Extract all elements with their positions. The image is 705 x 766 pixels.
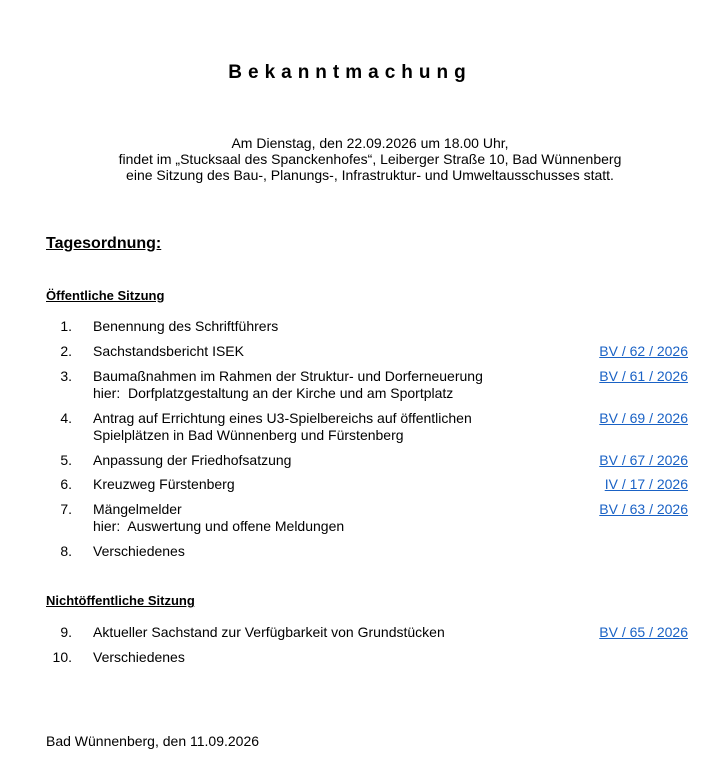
agenda-item-number: 4. [60, 410, 72, 426]
agenda-item-subtitle: hier: Auswertung und offene Meldungen [93, 518, 345, 534]
agenda-heading: Tagesordnung: [46, 235, 162, 252]
agenda-item-title: Mängelmelder [93, 501, 182, 517]
agenda-item-number: 8. [60, 543, 72, 559]
agenda-item-text [93, 343, 573, 360]
meeting-announcement [0, 135, 705, 183]
agenda-item-subtitle: Spielplätzen in Bad Wünnenberg und Fürstenberg [93, 427, 404, 443]
agenda-item-text [93, 410, 573, 444]
agenda-item-title: Verschiedenes [93, 649, 185, 665]
agenda-item-reference-link[interactable]: BV / 62 / 2026 [599, 343, 688, 359]
private-section-heading: Nichtöffentliche Sitzung [46, 593, 195, 608]
agenda-item-title: Sachstandsbericht ISEK [93, 343, 244, 359]
agenda-item-text [93, 368, 573, 402]
agenda-item-text [93, 501, 573, 535]
agenda-item-title: Antrag auf Errichtung eines U3-Spielbereichs auf öffentlichen [93, 410, 472, 426]
page-title: Bekanntmachung [228, 62, 472, 83]
agenda-item-text [93, 543, 573, 560]
agenda-item-number: 1. [60, 318, 72, 334]
agenda-item-title: Benennung des Schriftführers [93, 318, 279, 334]
announcement-line: findet im „Stucksaal des Spanckenhofes“, Leiberger Straße 10, Bad Wünnenberg [118, 151, 622, 167]
agenda-item-number: 6. [60, 476, 72, 492]
agenda-item-reference-link[interactable]: BV / 63 / 2026 [599, 501, 688, 517]
agenda-item-text [93, 452, 573, 469]
agenda-item-reference-link[interactable]: BV / 69 / 2026 [599, 410, 688, 426]
agenda-item-reference-link[interactable]: BV / 67 / 2026 [599, 452, 688, 468]
agenda-item-subtitle: hier: Dorfplatzgestaltung an der Kirche und am Sportplatz [93, 385, 454, 401]
agenda-item-number: 10. [52, 649, 72, 665]
agenda-item-reference-link[interactable]: IV / 17 / 2026 [604, 476, 688, 492]
agenda-item-text [93, 318, 573, 335]
announcement-line: Am Dienstag, den 22.09.2026 um 18.00 Uhr, [231, 135, 509, 151]
agenda-item-title: Aktueller Sachstand zur Verfügbarkeit von Grundstücken [93, 624, 445, 640]
agenda-item-title: Verschiedenes [93, 543, 185, 559]
agenda-item-text [93, 624, 573, 641]
public-section-heading: Öffentliche Sitzung [46, 288, 165, 303]
agenda-item-reference-link[interactable]: BV / 65 / 2026 [599, 624, 688, 640]
agenda-item-title: Baumaßnahmen im Rahmen der Struktur- und Dorferneuerung [93, 368, 483, 384]
agenda-item-number: 7. [60, 501, 72, 517]
place-and-date: Bad Wünnenberg, den 11.09.2026 [46, 733, 260, 749]
agenda-item-text [93, 649, 573, 666]
agenda-item-number: 2. [60, 343, 72, 359]
agenda-item-number: 9. [60, 624, 72, 640]
agenda-item-number: 5. [60, 452, 72, 468]
agenda-item-text [93, 476, 573, 493]
announcement-line: eine Sitzung des Bau-, Planungs-, Infrastruktur- und Umweltausschusses statt. [126, 167, 614, 183]
agenda-item-title: Anpassung der Friedhofsatzung [93, 452, 292, 468]
agenda-item-title: Kreuzweg Fürstenberg [93, 476, 235, 492]
agenda-item-reference-link[interactable]: BV / 61 / 2026 [599, 368, 688, 384]
agenda-item-number: 3. [60, 368, 72, 384]
